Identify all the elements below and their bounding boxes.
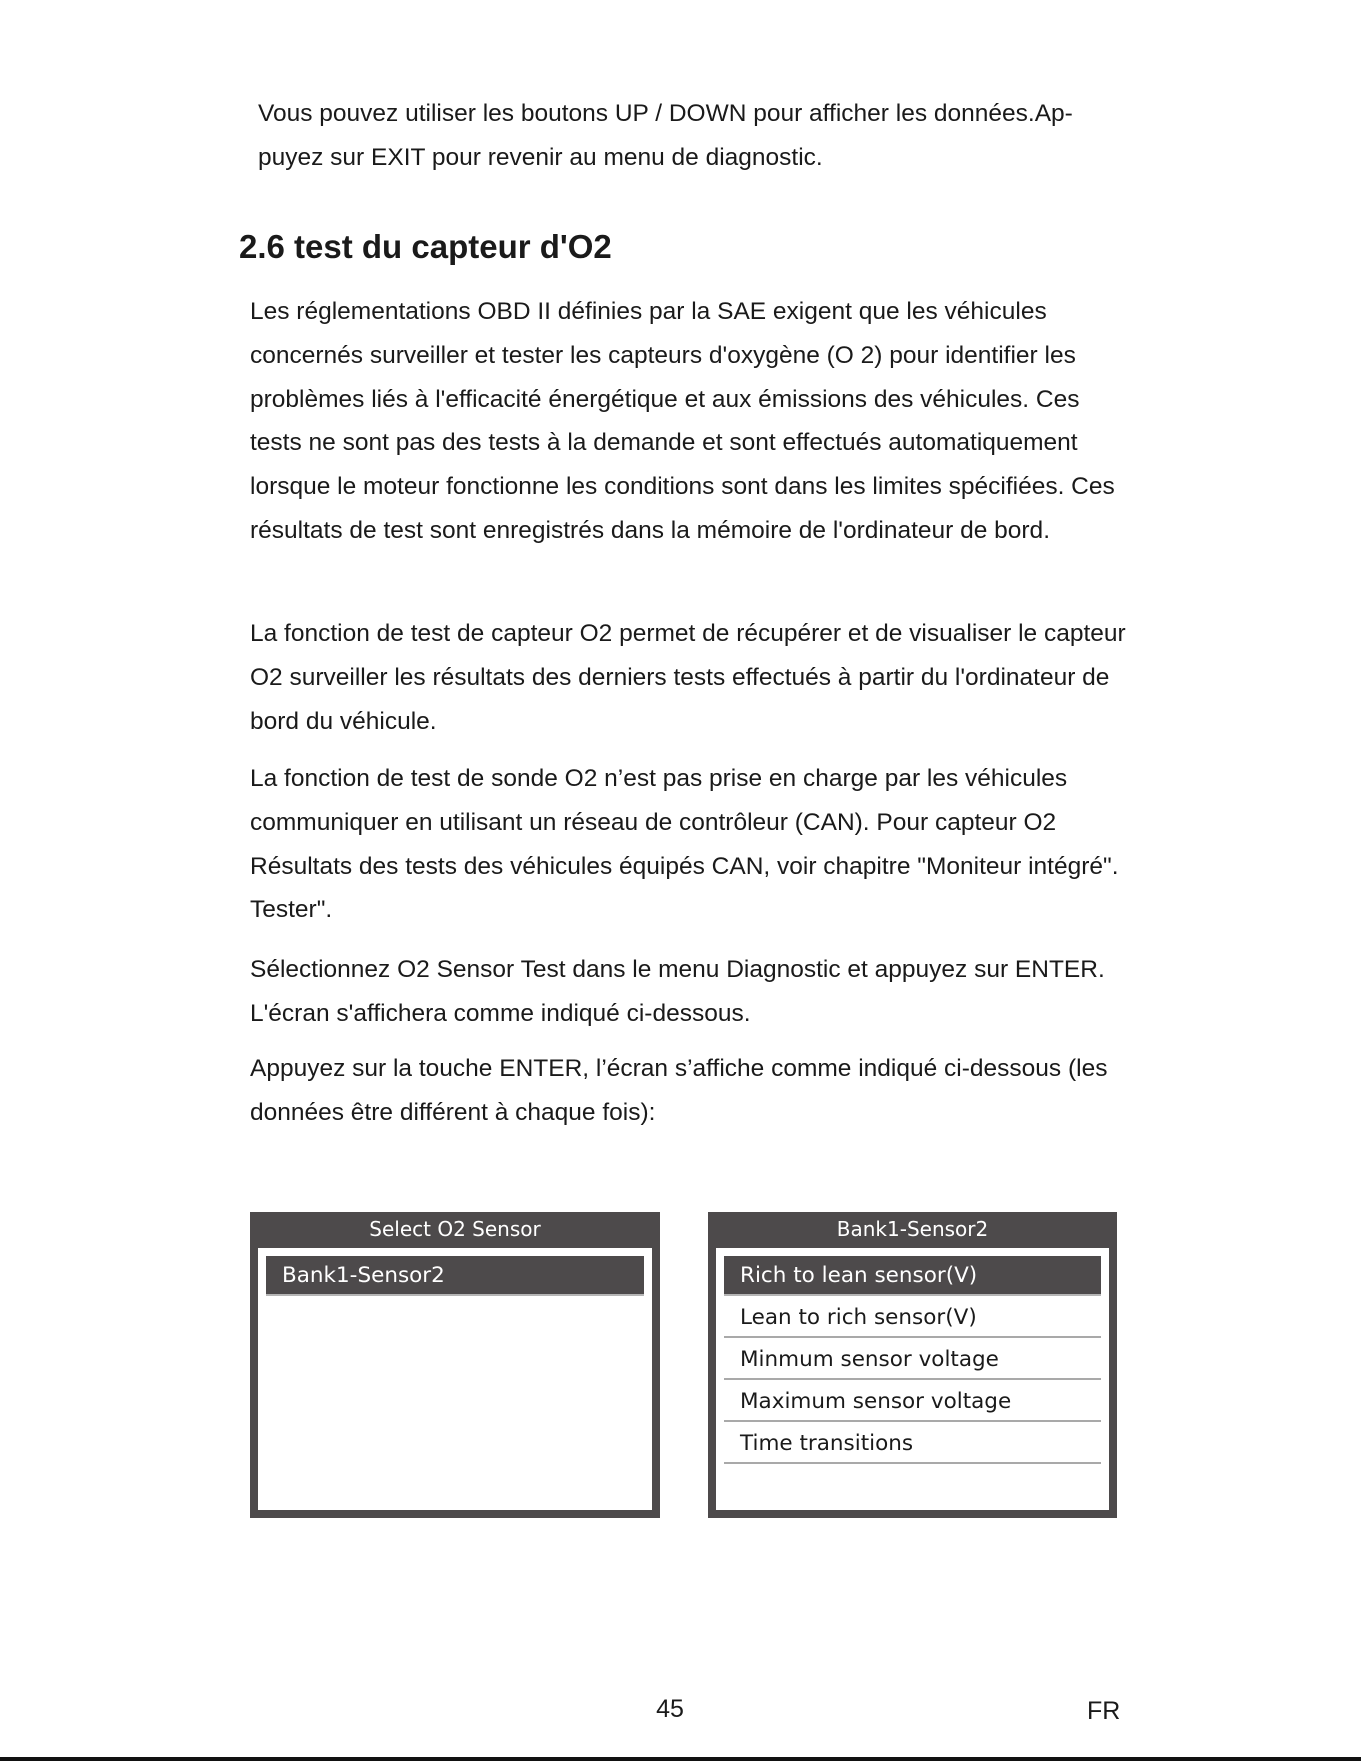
menu-item-lean-to-rich[interactable]: Lean to rich sensor(V) <box>724 1298 1101 1338</box>
menu-item-maximum-voltage[interactable]: Maximum sensor voltage <box>724 1382 1101 1422</box>
paragraph-enter-instructions: Appuyez sur la touche ENTER, l’écran s’affiche comme indiqué ci-dessous (les données être différent à chaque fois): <box>250 1055 1108 1126</box>
section-title: 2.6 test du capteur d'O2 <box>239 228 612 265</box>
menu-item-bank1-sensor2[interactable]: Bank1-Sensor2 <box>266 1256 644 1296</box>
paragraph-o2-test-function: La fonction de test de capteur O2 permet de récupérer et de visualiser le capteur O2 surveiller les résultats des derniers tests effectués à partir du l'ordinateur de bord du véhicule. <box>250 620 1126 735</box>
language-code: FR <box>1087 1697 1121 1725</box>
menu-item-rich-to-lean[interactable]: Rich to lean sensor(V) <box>724 1256 1101 1296</box>
paragraph-obd-regulations: Les réglementations OBD II définies par la SAE exigent que les véhicules concernés surveiller et tester les capteurs d'oxygène (O 2) pour identifier les problèmes liés à l'efficacité énergétique et aux émissions des véhicules. Ces tests ne sont pas des tests à la demande et sont effectués automatiquement lorsque le moteur fonctionne les conditions sont dans les limites spécifiées. Ces résultats de test sont enregistrés dans la mémoire de l'ordinateur de bord. <box>250 298 1115 544</box>
select-o2-sensor-screen <box>250 1212 660 1518</box>
screen-title: Bank1-Sensor2 <box>836 1217 989 1241</box>
paragraph-can-not-supported: La fonction de test de sonde O2 n’est pas prise en charge par les véhicules communiquer en utilisant un réseau de contrôleur (CAN). Pour capteur O2 Résultats des tests des véhicules équipés CAN, voir chapitre "Moniteur intégré". Tester". <box>250 765 1119 924</box>
screen-menu <box>716 1248 1109 1510</box>
page-bottom-border <box>0 1757 1361 1761</box>
screen-menu <box>258 1248 652 1510</box>
paragraph-select-instructions: Sélectionnez O2 Sensor Test dans le menu Diagnostic et appuyez sur ENTER. L'écran s'affichera comme indiqué ci-dessous. <box>250 956 1105 1027</box>
menu-item-time-transitions[interactable]: Time transitions <box>724 1424 1101 1464</box>
page-number: 45 <box>656 1695 684 1723</box>
sensor-test-menu-screen <box>708 1212 1117 1518</box>
intro-text: Vous pouvez utiliser les boutons UP / DOWN pour afficher les données.Ap-puyez sur EXIT pour revenir au menu de diagnostic. <box>258 100 1073 171</box>
screen-title: Select O2 Sensor <box>369 1217 541 1241</box>
menu-item-minimum-voltage[interactable]: Minmum sensor voltage <box>724 1340 1101 1380</box>
